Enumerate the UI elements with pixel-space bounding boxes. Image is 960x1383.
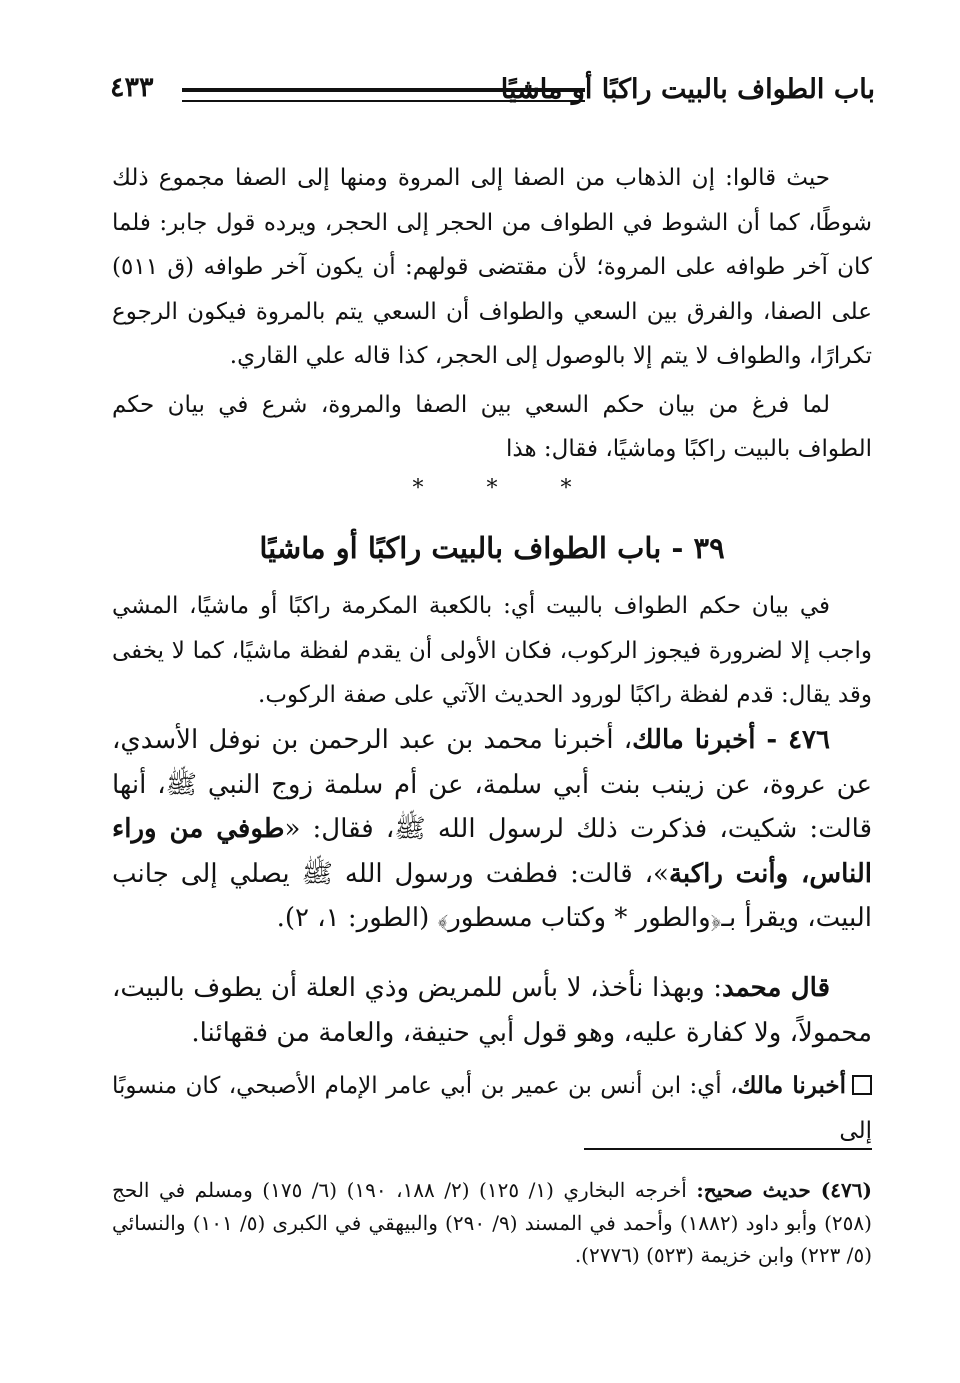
hadith-quote: طوفي من وراء الناس، وأنت راكبة: [112, 814, 872, 889]
footnotes: [112, 1174, 872, 1272]
commentary-label: أخبرنا مالك: [737, 1072, 847, 1099]
hadith-continuation: »، قالت: فطفت ورسول الله ﷺ يصلي إلى جانب البيت، ويقرأ بـ﴿والطور * وكتاب مسطور﴾ (الطور: ١، ٢).: [112, 858, 872, 933]
divider-asterisk: *: [486, 476, 498, 501]
muhammad-statement: [112, 966, 872, 1055]
running-header-title: باب الطواف بالبيت راكبًا أو ماشيًا: [500, 74, 875, 105]
chapter-heading: ٣٩ - باب الطواف بالبيت راكبًا أو ماشيًا: [259, 531, 725, 565]
commentary-paragraph: حيث قالوا: إن الذهاب من الصفا إلى المروة ومنها إلى الصفا مجموع ذلك شوطًا، كما أن الشوط في الطواف من الحجر إلى الحجر، ويرده قول جابر: فلما كان آخر طوافه على المروة؛ لأن مقتضى قولهم: أن يكون آخر طوافه (ق ٥١١) على الصفا، والفرق بين السعي والطواف أن السعي يتم بالمروة فيكون الرجوع تكرارًا، والطواف لا يتم إلا بالوصول إلى الحجر، كذا قاله علي القاري.: [112, 165, 872, 369]
commentary-paragraph: في بيان حكم الطواف بالبيت أي: بالكعبة المكرمة راكبًا أو ماشيًا، المشي واجب إلا لضرورة فيجوز الركوب، فكان الأولى أن يقدم لفظة ماشيًا، كما لا يخفى وقد يقال: قدم لفظة راكبًا لورود الحديث الآتي على صفة الركوب.: [112, 593, 872, 708]
footnote-text: أخرجه البخاري (١/ ١٢٥) (٢/ ١٨٨، ١٩٠) (٦/ ١٧٥) ومسلم في الحج (٢٥٨) وأبو داود (١٨٨٢) وأحمد في المسند (٩/ ٢٩٠) والبيهقي في الكبرى (٥/ ١٠١) والنسائي (٥/ ٢٢٣) وابن خزيمة (٥٢٣) (٢٧٧٦).: [112, 1178, 872, 1267]
running-header: [110, 66, 875, 126]
divider-asterisk: *: [560, 476, 572, 501]
hadith-chain: ، أخبرنا محمد بن عبد الرحمن بن نوفل الأسدي، عن عروة، عن زينب بنت أبي سلمة، عن أم سلمة زوج النبي ﷺ، أنها قالت: شكيت، فذكرت ذلك لرسول الله ﷺ، فقال: «: [112, 725, 872, 844]
divider-asterisk: *: [412, 476, 424, 501]
hadith-block: [112, 718, 872, 941]
section-divider: [112, 476, 872, 501]
commentary-paragraph: لما فرغ من بيان حكم السعي بين الصفا والمروة، شرع في بيان حكم الطواف بالبيت راكبًا وماشيًا، فقال: هذا: [112, 391, 872, 462]
statement-text: [112, 966, 872, 1055]
square-marker-icon: [852, 1075, 872, 1095]
chapter-commentary: [112, 584, 872, 718]
page-number: ٤٣٣: [110, 72, 154, 103]
footnote: [112, 1174, 872, 1272]
statement-body: : وبهذا نأخذ، لا بأس للمريض وذي العلة أن يطوف بالبيت، محمولاً، ولا كفارة عليه، وهو قول أبي حنيفة، والعامة من فقهائنا.: [112, 973, 872, 1048]
commentary-body: ، أي: ابن أنس بن عمير بن أبي عامر الإمام الأصبحي، كان منسوبًا إلى: [112, 1073, 872, 1144]
footnote-rule: [584, 1148, 872, 1150]
commentary-top: [112, 156, 872, 472]
statement-label: قال محمد: [721, 973, 830, 1003]
footnote-label: (٤٧٦) حديث صحيح:: [696, 1178, 872, 1202]
commentary-bottom: [112, 1064, 872, 1153]
hadith-text: [112, 718, 872, 941]
commentary-paragraph: [112, 1064, 872, 1153]
hadith-number-source: ٤٧٦ - أخبرنا مالك: [632, 725, 830, 755]
header-rule: [182, 88, 585, 102]
